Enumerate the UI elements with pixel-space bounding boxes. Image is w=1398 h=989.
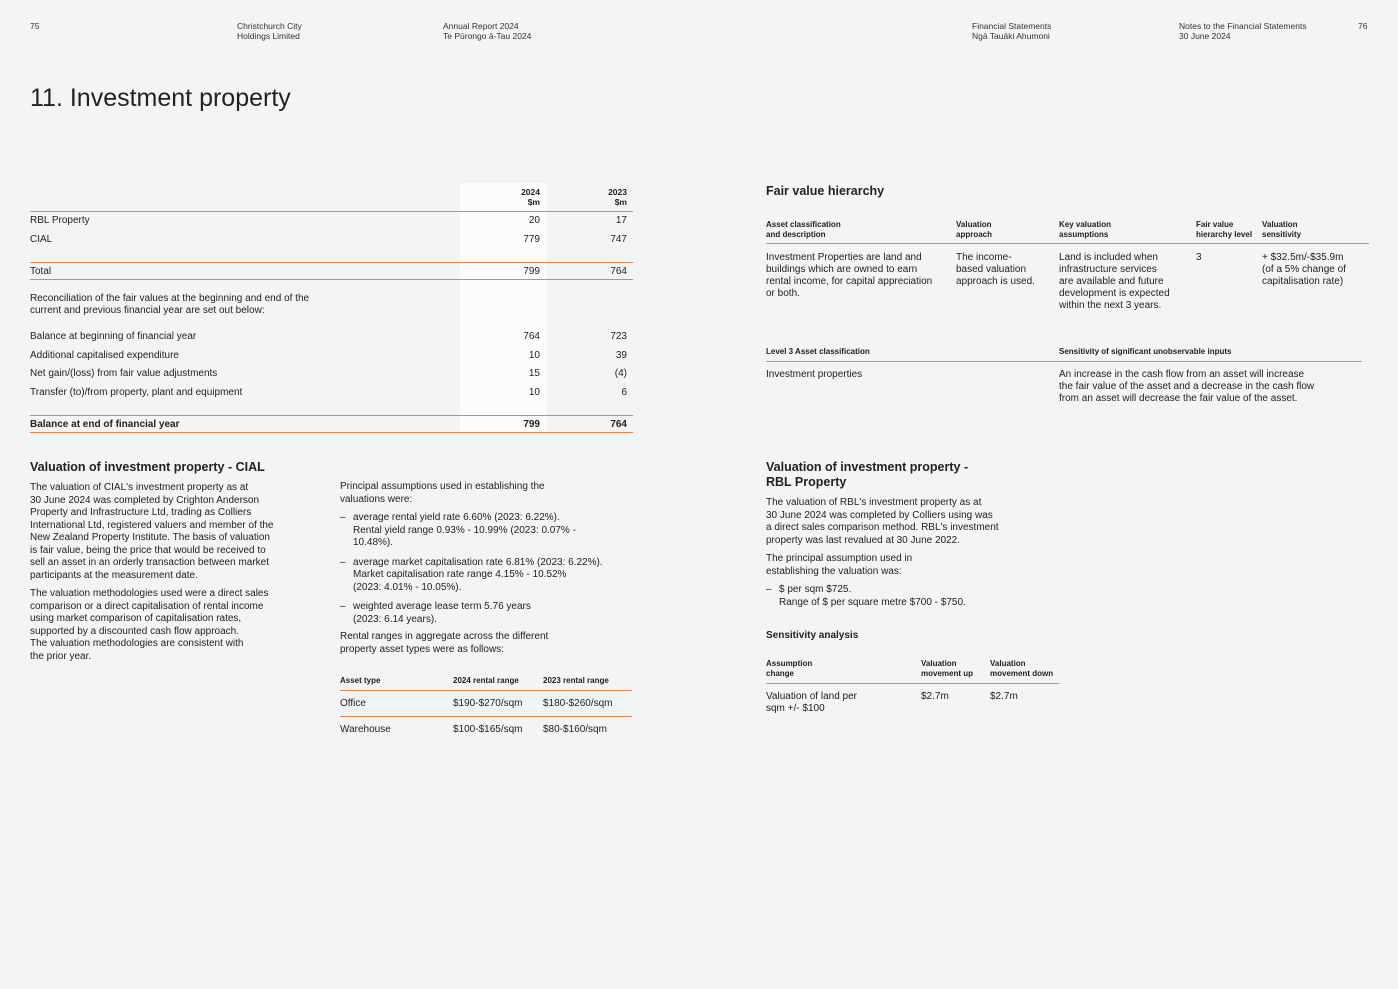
header-section: Financial Statements Ngā Tauāki Ahumoni — [972, 21, 1052, 41]
table-row: RBL Property 20 17 — [30, 215, 627, 226]
fv-col-approach: Valuation approach — [956, 220, 993, 239]
table-row: Balance at beginning of financial year 764 723 — [30, 331, 627, 342]
sensitivity-heading: Sensitivity analysis — [766, 630, 859, 641]
total-row: Total 799 764 — [30, 266, 627, 277]
rental-col-asset: Asset type — [340, 676, 381, 685]
reconciliation-text: Reconciliation of the fair values at the beginning and end of the current and previous financial year are set out below: — [30, 293, 310, 316]
rental-col-2024: 2024 rental range — [453, 676, 519, 685]
fv-col-assumptions: Key valuation assumptions — [1059, 220, 1112, 239]
table-rule — [30, 279, 633, 280]
fv-cell-classification: Investment Properties are land and buildings which are owned to earn rental income, for capital appreciation or both. — [766, 252, 933, 299]
sens-col-assumption: Assumption change — [766, 659, 813, 678]
rbl-bullet: – $ per sqm $725. Range of $ per square metre $700 - $750. — [766, 584, 966, 608]
assumption-bullet: – average rental yield rate 6.60% (2023: 6.22%). Rental yield range 0.93% - 10.99% (2023: 0.07% - 10.48%). — [340, 512, 576, 548]
fv-col-classification: Asset classification and description — [766, 220, 841, 239]
table-rule — [766, 243, 1369, 244]
cial-section — [30, 460, 320, 669]
rbl-section — [766, 460, 1056, 616]
cial-para2: The valuation methodologies used were a direct sales comparison or a direct capitalisation of rental income using market comparison of capitalisation rates, supported by a discounted cash flow approach. The valuation methodologies are consistent with the prior year. — [30, 588, 269, 662]
rental-cell: $180-$260/sqm — [543, 698, 613, 709]
table-rule — [30, 432, 633, 433]
table-row: CIAL 779 747 — [30, 234, 627, 245]
assumption-bullet: – weighted average lease term 5.76 years (2023: 6.14 years). — [340, 601, 531, 625]
table-rule — [340, 716, 632, 717]
level3-cell-text: An increase in the cash flow from an asset will increase the fair value of the asset and a decrease in the cash flow from an asset will decrease the fair value of the asset. — [1059, 369, 1315, 404]
col-header-2024: 2024 $m — [521, 187, 540, 207]
fv-cell-level: 3 — [1196, 252, 1202, 263]
table-rule — [766, 683, 1059, 684]
table-row: Transfer (to)/from property, plant and equipment 10 6 — [30, 387, 627, 398]
fv-col-level: Fair value hierarchy level — [1196, 220, 1253, 239]
level3-col-classification: Level 3 Asset classification — [766, 347, 870, 356]
fv-cell-approach: The income- based valuation approach is used. — [956, 252, 1035, 287]
sens-col-down: Valuation movement down — [990, 659, 1054, 678]
rbl-para1: The valuation of RBL's investment property as at 30 June 2024 was completed by Colliers using was a direct sales comparison method. RBL's investment property was last revalued at 30 June 2022. — [766, 497, 999, 546]
assumptions-intro: Principal assumptions used in establishing the valuations were: — [340, 481, 545, 505]
rental-col-2023: 2023 rental range — [543, 676, 609, 685]
cial-assumptions — [340, 481, 640, 662]
fv-cell-sensitivity: + $32.5m/-$35.9m (of a 5% change of capitalisation rate) — [1262, 252, 1346, 287]
rbl-para2: The principal assumption used in establishing the valuation was: — [766, 553, 913, 577]
rental-cell: $190-$270/sqm — [453, 698, 523, 709]
col-header-2023: 2023 $m — [608, 187, 627, 207]
table-rule — [766, 361, 1362, 362]
fv-cell-assumptions: Land is included when infrastructure services are available and future development is expected within the next 3 years. — [1059, 252, 1170, 311]
page-number-left: 75 — [30, 21, 40, 31]
fv-col-sensitivity: Valuation sensitivity — [1262, 220, 1302, 239]
table-row: Net gain/(loss) from fair value adjustments 15 (4) — [30, 368, 627, 379]
page-number-right: 76 — [1358, 21, 1368, 31]
header-report: Annual Report 2024 Te Pūrongo ā-Tau 2024 — [443, 21, 532, 41]
rental-cell: Warehouse — [340, 724, 391, 735]
sens-col-up: Valuation movement up — [921, 659, 974, 678]
table-row: Additional capitalised expenditure 10 39 — [30, 350, 627, 361]
sens-cell-assumption: Valuation of land per sqm +/- $100 — [766, 691, 857, 714]
end-balance-row: Balance at end of financial year 799 764 — [30, 419, 627, 430]
cial-para1: The valuation of CIAL's investment property as at 30 June 2024 was completed by Crighton Anderson Property and Infrastructure Ltd, trading as Colliers International Ltd, registered valuers and member of the New Zealand Property Institute. The basis of valuation is fair value, being the price that would be received to sell an asset in an orderly transaction between market participants at the measurement date. — [30, 482, 274, 581]
rental-intro: Rental ranges in aggregate across the different property asset types were as follows: — [340, 631, 549, 655]
assumption-bullet: – average market capitalisation rate 6.81% (2023: 6.22%). Market capitalisation rate range 4.15% - 10.52% (2023: 4.01% - 10.05%). — [340, 556, 603, 593]
rental-cell: $80-$160/sqm — [543, 724, 607, 735]
level3-cell-label: Investment properties — [766, 369, 863, 380]
sens-cell-up: $2.7m — [921, 691, 949, 702]
rental-cell: $100-$165/sqm — [453, 724, 523, 735]
rbl-heading: Valuation of investment property - RBL Property — [766, 460, 969, 489]
level3-col-sensitivity: Sensitivity of significant unobservable inputs — [1059, 347, 1232, 356]
table-rule — [340, 690, 632, 691]
sens-cell-down: $2.7m — [990, 691, 1018, 702]
header-company: Christchurch City Holdings Limited — [237, 21, 302, 41]
rental-cell: Office — [340, 698, 366, 709]
fair-value-heading: Fair value hierarchy — [766, 184, 885, 198]
header-notes: Notes to the Financial Statements 30 June 2024 — [1179, 21, 1307, 41]
cial-heading: Valuation of investment property - CIAL — [30, 460, 265, 474]
page-title: 11. Investment property — [30, 84, 291, 112]
